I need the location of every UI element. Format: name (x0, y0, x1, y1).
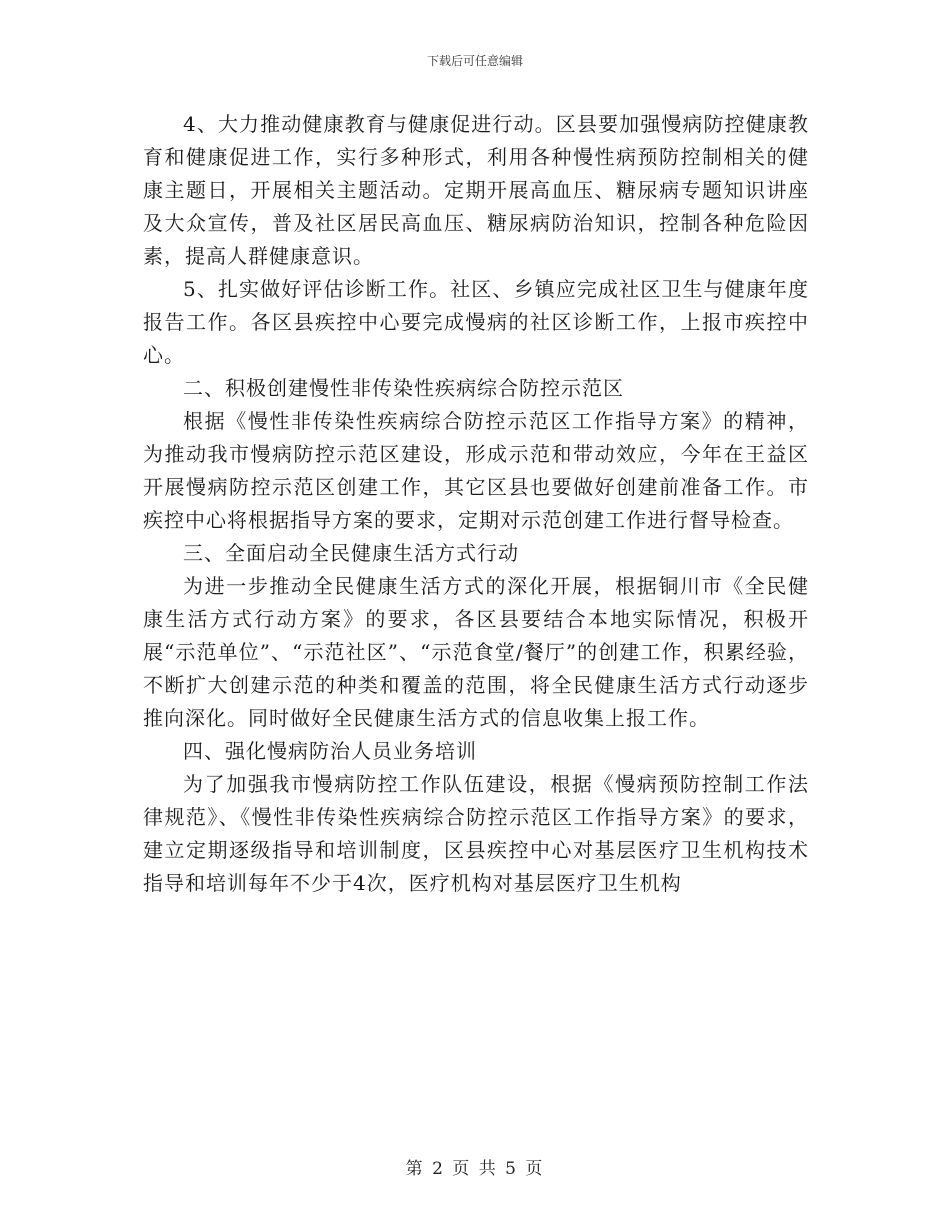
paragraph-section-2: 根据《慢性非传染性疾病综合防控示范区工作指导方案》的精神，为推动我市慢病防控示范区建设，形成示范和带动效应，今年在王益区开展慢病防控示范区创建工作，其它区县也要做好创建前准备工作。市疾控中心将根据指导方案的要求，定期对示范创建工作进行督导检查。 (143, 409, 809, 532)
section-heading-2: 二、积极创建慢性非传染性疾病综合防控示范区 (183, 376, 624, 400)
header-note: 下载后可任意编辑 (426, 54, 523, 68)
document-body (143, 108, 809, 900)
page-number: 第 2 页 共 5 页 (405, 1159, 545, 1179)
section-heading-3: 三、全面启动全民健康生活方式行动 (183, 541, 519, 565)
paragraph-item-5: 5、扎实做好评估诊断工作。社区、乡镇应完成社区卫生与健康年度报告工作。各区县疾控中心要完成慢病的社区诊断工作，上报市疾控中心。 (143, 277, 809, 367)
paragraph-item-4: 4、大力推动健康教育与健康促进行动。区县要加强慢病防控健康教育和健康促进工作，实行多种形式，利用各种慢性病预防控制相关的健康主题日，开展相关主题活动。定期开展高血压、糖尿病专题知识讲座及大众宣传，普及社区居民高血压、糖尿病防治知识，控制各种危险因素，提高人群健康意识。 (143, 112, 809, 268)
section-heading-4: 四、强化慢病防治人员业务培训 (183, 739, 477, 763)
paragraph-section-4: 为了加强我市慢病防控工作队伍建设，根据《慢病预防控制工作法律规范》、《慢性非传染性疾病综合防控示范区工作指导方案》的要求，建立定期逐级指导和培训制度，区县疾控中心对基层医疗卫生机构技术指导和培训每年不少于4次，医疗机构对基层医疗卫生机构 (143, 772, 809, 895)
paragraph-section-3: 为进一步推动全民健康生活方式的深化开展，根据铜川市《全民健康生活方式行动方案》的要求，各区县要结合本地实际情况，积极开展“示范单位”、“示范社区”、“示范食堂/餐厅”的创建工作，积累经验，不断扩大创建示范的种类和覆盖的范围，将全民健康生活方式行动逐步推向深化。同时做好全民健康生活方式的信息收集上报工作。 (143, 574, 809, 730)
